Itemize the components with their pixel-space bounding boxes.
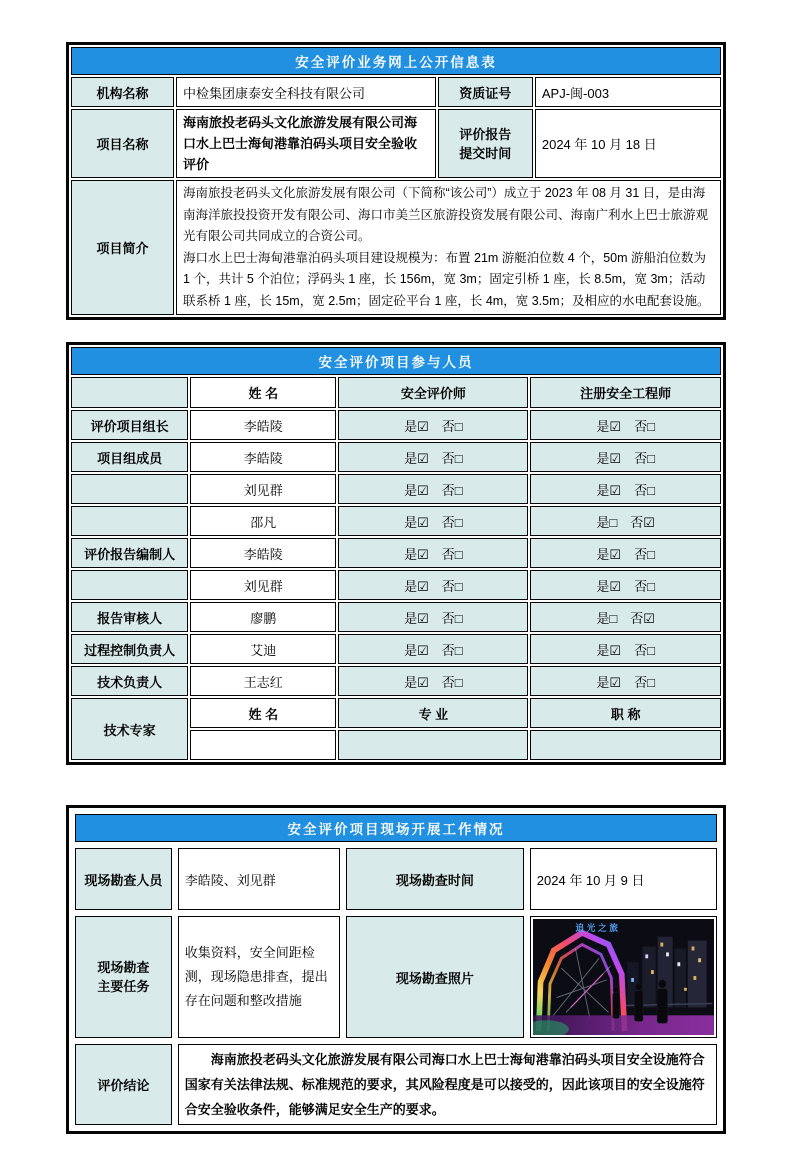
col-header-evaluator: 安全评价师 [338, 377, 528, 408]
evaluator-checkbox-cell: 是☑ 否□ [338, 506, 528, 536]
role-cell [71, 570, 188, 600]
engineer-checkbox-cell: 是□ 否☑ [530, 602, 721, 632]
evaluator-checkbox-cell: 是☑ 否□ [338, 570, 528, 600]
table-row [71, 666, 721, 696]
table-row [71, 442, 721, 472]
table-row [71, 602, 721, 632]
expert-major-cell [338, 730, 528, 760]
name-cell: 王志红 [190, 666, 336, 696]
name-cell: 廖鹏 [190, 602, 336, 632]
name-cell: 邵凡 [190, 506, 336, 536]
evaluator-checkbox-cell: 是☑ 否□ [338, 442, 528, 472]
engineer-checkbox-cell: 是☑ 否□ [530, 474, 721, 504]
evaluator-checkbox-cell: 是☑ 否□ [338, 538, 528, 568]
project-intro-value [176, 180, 721, 315]
name-cell: 刘见群 [190, 570, 336, 600]
conclusion-value: 海南旅投老码头文化旅游发展有限公司海口水上巴士海甸港靠泊码头项目安全设施符合国家有关法律法规、标准规范的要求，其风险程度是可以接受的，因此该项目的安全设施符合安全验收条件，能够满足安全生产的要求。 [178, 1044, 717, 1125]
engineer-checkbox-cell: 是☑ 否□ [530, 442, 721, 472]
site-work-table [66, 805, 726, 1134]
table-row [71, 538, 721, 568]
role-cell: 技术负责人 [71, 666, 188, 696]
project-name-label: 项目名称 [71, 109, 174, 178]
engineer-checkbox-cell: 是☑ 否□ [530, 570, 721, 600]
name-cell: 李皓陵 [190, 538, 336, 568]
survey-photo-label: 现场勘查照片 [346, 916, 524, 1038]
role-cell: 报告审核人 [71, 602, 188, 632]
evaluator-checkbox-cell: 是☑ 否□ [338, 602, 528, 632]
survey-photo-cell [530, 916, 717, 1038]
survey-tasks-label-line2: 主要任务 [97, 979, 150, 994]
survey-people-value: 李皓陵、刘见群 [178, 848, 340, 910]
org-name-value: 中检集团康泰安全科技有限公司 [176, 77, 436, 107]
org-name-label: 机构名称 [71, 77, 174, 107]
expert-label-cell: 技术专家 [71, 698, 188, 760]
engineer-checkbox-cell: 是□ 否☑ [530, 506, 721, 536]
evaluator-checkbox-cell: 是☑ 否□ [338, 666, 528, 696]
role-cell [71, 506, 188, 536]
expert-subheader-major: 专 业 [338, 698, 528, 728]
expert-title-cell [530, 730, 721, 760]
participants-table [66, 342, 726, 765]
engineer-checkbox-cell: 是☑ 否□ [530, 538, 721, 568]
table-row [71, 634, 721, 664]
role-cell: 评价报告编制人 [71, 538, 188, 568]
col-header-name: 姓 名 [190, 377, 336, 408]
document-page [66, 0, 726, 1134]
table-row [71, 570, 721, 600]
engineer-checkbox-cell: 是☑ 否□ [530, 410, 721, 440]
cert-no-label: 资质证号 [438, 77, 533, 107]
intro-paragraph-2: 海口水上巴士海甸港靠泊码头项目建设规模为：布置 21m 游艇泊位数 4 个，50m 游船泊位数为 1 个，共计 5 个泊位；浮码头 1 座，长 156m，宽 3m；固定引桥 1 座，长 8.5m，宽 3m；活动联系桥 1 座，长 15m，宽 2.5m；固定砼平台 1 座，长 4m，宽 3.5m；及相应的水电配套设施。 [183, 250, 710, 308]
evaluator-checkbox-cell: 是☑ 否□ [338, 474, 528, 504]
survey-time-value: 2024 年 10 月 9 日 [530, 848, 717, 910]
site-photo [533, 919, 714, 1035]
expert-subheader-name: 姓 名 [190, 698, 336, 728]
report-time-label-line1: 评价报告 [459, 126, 512, 142]
intro-paragraph-1: 海南旅投老码头文化旅游发展有限公司（下简称“该公司”）成立于 2023 年 08 月 31 日，是由海南海洋旅投投资开发有限公司、海口市美兰区旅游投资发展有限公司、海南广利水上巴士旅游观光有限公司共同成立的合资公司。 [183, 186, 709, 243]
table-row [71, 698, 721, 728]
role-cell [71, 474, 188, 504]
cert-no-value: APJ-闽-003 [535, 77, 721, 107]
survey-people-label: 现场勘查人员 [75, 848, 172, 910]
table1-title-bar: 安全评价业务网上公开信息表 [71, 47, 721, 75]
photo-neon-sign-text: 追光之旅 [575, 922, 621, 933]
report-time-value: 2024 年 10 月 18 日 [535, 109, 721, 178]
engineer-checkbox-cell: 是☑ 否□ [530, 666, 721, 696]
conclusion-label: 评价结论 [75, 1044, 172, 1125]
col-header-blank [71, 377, 188, 408]
col-header-engineer: 注册安全工程师 [530, 377, 721, 408]
evaluator-checkbox-cell: 是☑ 否□ [338, 410, 528, 440]
name-cell: 李皓陵 [190, 442, 336, 472]
role-cell: 过程控制负责人 [71, 634, 188, 664]
survey-time-label: 现场勘查时间 [346, 848, 524, 910]
report-time-label-line2: 提交时间 [459, 145, 512, 161]
survey-tasks-label [75, 916, 172, 1038]
table-row [71, 474, 721, 504]
public-info-table [66, 42, 726, 320]
engineer-checkbox-cell: 是☑ 否□ [530, 634, 721, 664]
evaluator-checkbox-cell: 是☑ 否□ [338, 634, 528, 664]
report-time-label [438, 109, 533, 178]
name-cell: 刘见群 [190, 474, 336, 504]
expert-name-cell [190, 730, 336, 760]
survey-tasks-value: 收集资料，安全间距检测，现场隐患排查，提出存在问题和整改措施 [178, 916, 340, 1038]
project-intro-label: 项目简介 [71, 180, 174, 315]
role-cell: 项目组成员 [71, 442, 188, 472]
role-cell: 评价项目组长 [71, 410, 188, 440]
survey-tasks-label-line1: 现场勘查 [97, 960, 150, 975]
name-cell: 艾迪 [190, 634, 336, 664]
name-cell: 李皓陵 [190, 410, 336, 440]
table-row [71, 506, 721, 536]
table-row [71, 410, 721, 440]
table3-title-bar: 安全评价项目现场开展工作情况 [75, 814, 717, 842]
table2-title-bar: 安全评价项目参与人员 [71, 347, 721, 375]
project-name-value: 海南旅投老码头文化旅游发展有限公司海口水上巴士海甸港靠泊码头项目安全验收评价 [176, 109, 436, 178]
expert-subheader-title: 职 称 [530, 698, 721, 728]
